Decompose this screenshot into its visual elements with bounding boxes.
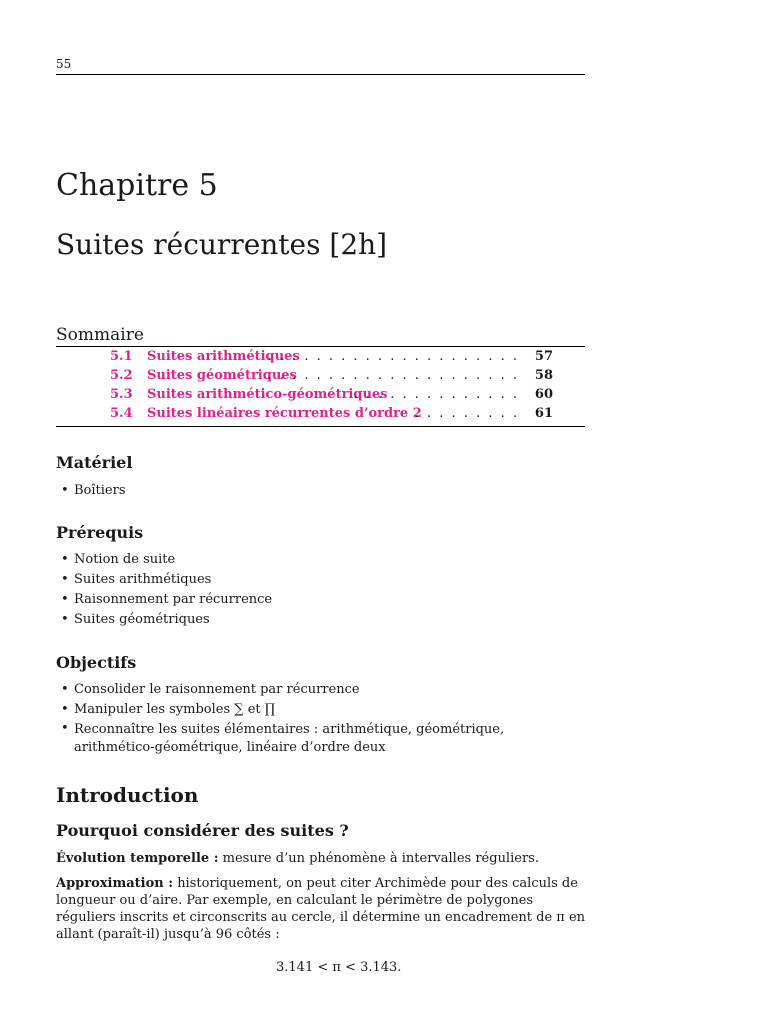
list-item-text: Suites arithmétiques bbox=[74, 572, 212, 587]
toc-entry-number[interactable]: 5.2 bbox=[110, 368, 133, 383]
list-item-text: Notion de suite bbox=[74, 552, 176, 567]
toc-leader-dots: . . . . . . . . . bbox=[414, 406, 519, 421]
list-item bbox=[56, 680, 585, 700]
bullet-icon: • bbox=[61, 612, 69, 627]
list-item-text: Consolider le raisonnement par récurrence bbox=[74, 682, 360, 697]
toc-rule-bottom bbox=[56, 426, 585, 427]
objectifs-heading: Objectifs bbox=[56, 653, 137, 672]
toc-leader-dots: . . . . . . . . . . . . . . bbox=[353, 387, 519, 402]
definition-text: mesure d’un phénomène à intervalles réguliers. bbox=[222, 851, 539, 866]
subsection-heading: Pourquoi considérer des suites ? bbox=[56, 821, 349, 840]
objectifs-list bbox=[56, 680, 585, 757]
definition-text: historiquement, on peut citer Archimède pour des calculs de longueur ou d’aire. Par exemple, en calculant le périmètre de polygones réguliers inscrits et circonscrits au cercle, il détermine un encadrement de π en allant (paraît-il) jusqu’à 96 côtés : bbox=[56, 876, 586, 942]
header-rule bbox=[56, 74, 585, 75]
chapter-title: Suites récurrentes [2h] bbox=[56, 228, 388, 261]
toc-entry-page: 60 bbox=[534, 387, 553, 402]
prerequis-heading: Prérequis bbox=[56, 523, 144, 542]
toc-entry[interactable] bbox=[56, 349, 585, 368]
toc-entry-number[interactable]: 5.3 bbox=[110, 387, 133, 402]
list-item-text: Manipuler les symboles ∑ et ∏ bbox=[74, 702, 276, 717]
toc-entry[interactable] bbox=[56, 406, 585, 425]
table-of-contents bbox=[56, 349, 585, 425]
toc-entry[interactable] bbox=[56, 368, 585, 387]
toc-entry-link[interactable]: Suites arithmético-géométriques bbox=[147, 387, 388, 402]
list-item bbox=[56, 610, 585, 630]
list-item-text: Raisonnement par récurrence bbox=[74, 592, 273, 607]
list-item bbox=[56, 570, 585, 590]
bullet-icon: • bbox=[61, 572, 69, 587]
introduction-heading: Introduction bbox=[56, 783, 199, 807]
toc-rule-top bbox=[56, 346, 585, 347]
page-number: 55 bbox=[56, 57, 72, 71]
toc-leader-dots: . . . . . . . . . . . . . . . . . . . . . bbox=[267, 368, 519, 383]
toc-entry-page: 61 bbox=[534, 406, 553, 421]
prerequis-list bbox=[56, 550, 585, 630]
chapter-label: Chapitre 5 bbox=[56, 168, 218, 203]
toc-entry-number[interactable]: 5.4 bbox=[110, 406, 133, 421]
list-item bbox=[56, 720, 585, 757]
list-item-text: Reconnaître les suites élémentaires : arithmétique, géométrique, arithmético-géométrique, linéaire d’ordre deux bbox=[74, 722, 505, 755]
bullet-icon: • bbox=[61, 552, 69, 567]
toc-entry-number[interactable]: 5.1 bbox=[110, 349, 133, 364]
list-item-text: Boîtiers bbox=[74, 483, 126, 498]
bullet-icon: • bbox=[61, 483, 69, 498]
bullet-icon: • bbox=[61, 702, 69, 717]
toc-entry-link[interactable]: Suites géométriques bbox=[147, 368, 297, 383]
definition-term: Approximation : bbox=[56, 876, 174, 891]
list-item bbox=[56, 550, 585, 570]
toc-entry-page: 57 bbox=[534, 349, 553, 364]
definition-term: Évolution temporelle : bbox=[56, 851, 219, 866]
toc-entry-link[interactable]: Suites linéaires récurrentes d’ordre 2 bbox=[147, 406, 422, 421]
bullet-icon: • bbox=[61, 592, 69, 607]
materiel-list bbox=[56, 481, 585, 501]
list-item-text: Suites géométriques bbox=[74, 612, 210, 627]
definition-item bbox=[56, 875, 585, 943]
bullet-icon: • bbox=[61, 721, 69, 736]
materiel-heading: Matériel bbox=[56, 453, 133, 472]
toc-entry-page: 58 bbox=[534, 368, 553, 383]
bullet-icon: • bbox=[61, 682, 69, 697]
toc-entry[interactable] bbox=[56, 387, 585, 406]
list-item bbox=[56, 590, 585, 610]
display-formula: 3.141 < π < 3.143. bbox=[276, 960, 402, 975]
toc-leader-dots: . . . . . . . . . . . . . . . . . . . . . bbox=[267, 349, 519, 364]
definition-item bbox=[56, 850, 585, 867]
list-item bbox=[56, 481, 585, 501]
toc-entry-link[interactable]: Suites arithmétiques bbox=[147, 349, 300, 364]
list-item bbox=[56, 700, 585, 720]
toc-heading: Sommaire bbox=[56, 325, 144, 345]
